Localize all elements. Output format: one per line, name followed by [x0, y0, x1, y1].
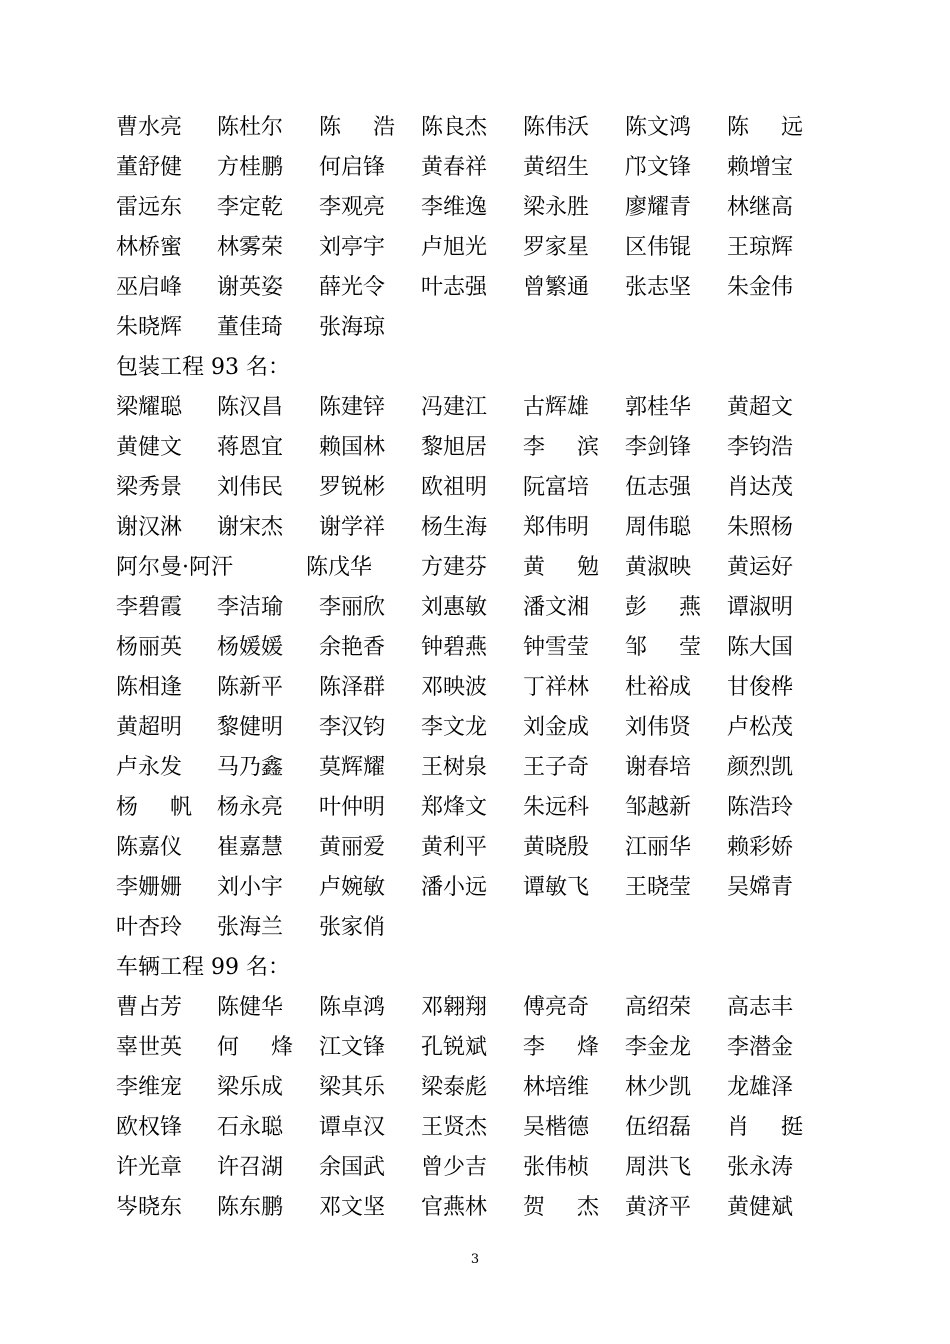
person-name: 潘文湘 — [523, 595, 590, 620]
person-name: 何启锋 — [319, 155, 386, 180]
person-name: 方桂鹏 — [217, 155, 284, 180]
person-name: 龙雄泽 — [727, 1075, 794, 1100]
person-name: 余国武 — [319, 1155, 386, 1180]
name-row — [0, 748, 950, 788]
person-name: 何 烽 — [217, 1035, 293, 1060]
person-name: 梁乐成 — [217, 1075, 284, 1100]
person-name: 周伟聪 — [625, 515, 692, 540]
person-name: 李丽欣 — [319, 595, 386, 620]
person-name: 林桥蜜 — [116, 235, 183, 260]
person-name: 阮富培 — [523, 475, 590, 500]
person-name: 李洁瑜 — [217, 595, 284, 620]
name-row — [0, 1028, 950, 1068]
name-row — [0, 1148, 950, 1188]
section-heading: 车辆工程 99 名： — [116, 955, 290, 980]
person-name: 辜世英 — [116, 1035, 183, 1060]
person-name: 杨丽英 — [116, 635, 183, 660]
person-name: 王晓莹 — [625, 875, 692, 900]
person-name: 黎旭居 — [421, 435, 488, 460]
name-row — [0, 508, 950, 548]
person-name: 黄利平 — [421, 835, 488, 860]
person-name: 董佳琦 — [217, 315, 284, 340]
section-heading: 包装工程 93 名： — [116, 355, 290, 380]
person-name: 卢永发 — [116, 755, 183, 780]
name-row — [0, 908, 950, 948]
name-row — [0, 708, 950, 748]
person-name: 李 滨 — [523, 435, 599, 460]
name-row — [0, 428, 950, 468]
person-name: 陈 远 — [727, 115, 803, 140]
person-name: 曾繁通 — [523, 275, 590, 300]
person-name: 陈嘉仪 — [116, 835, 183, 860]
name-row — [0, 228, 950, 268]
person-name: 郑伟明 — [523, 515, 590, 540]
person-name: 高绍荣 — [625, 995, 692, 1020]
person-name: 谢宋杰 — [217, 515, 284, 540]
person-name: 朱晓辉 — [116, 315, 183, 340]
person-name: 张海琼 — [319, 315, 386, 340]
person-name: 陈浩玲 — [727, 795, 794, 820]
person-name: 肖达茂 — [727, 475, 794, 500]
person-name: 甘俊桦 — [727, 675, 794, 700]
person-name: 余艳香 — [319, 635, 386, 660]
person-name: 黄 勉 — [523, 555, 599, 580]
person-name: 梁永胜 — [523, 195, 590, 220]
name-row — [0, 668, 950, 708]
person-name: 黄超明 — [116, 715, 183, 740]
person-name: 杨永亮 — [217, 795, 284, 820]
name-row — [0, 148, 950, 188]
name-row — [0, 268, 950, 308]
person-name: 钟碧燕 — [421, 635, 488, 660]
person-name: 陈相逢 — [116, 675, 183, 700]
person-name: 许光章 — [116, 1155, 183, 1180]
person-name: 潘小远 — [421, 875, 488, 900]
person-name: 董舒健 — [116, 155, 183, 180]
person-name: 石永聪 — [217, 1115, 284, 1140]
person-name: 张永涛 — [727, 1155, 794, 1180]
person-name: 张海兰 — [217, 915, 284, 940]
person-name: 李定乾 — [217, 195, 284, 220]
person-name: 傅亮奇 — [523, 995, 590, 1020]
person-name: 陈汉昌 — [217, 395, 284, 420]
person-name: 吴楷德 — [523, 1115, 590, 1140]
person-name: 林继高 — [727, 195, 794, 220]
person-name: 张家俏 — [319, 915, 386, 940]
person-name: 莫辉耀 — [319, 755, 386, 780]
person-name: 李潜金 — [727, 1035, 794, 1060]
person-name: 巫启峰 — [116, 275, 183, 300]
person-name: 许召湖 — [217, 1155, 284, 1180]
person-name: 冯建江 — [421, 395, 488, 420]
person-name: 区伟锟 — [625, 235, 692, 260]
name-row — [0, 828, 950, 868]
person-name: 岑晓东 — [116, 1195, 183, 1220]
person-name: 谭卓汉 — [319, 1115, 386, 1140]
person-name: 黄晓殷 — [523, 835, 590, 860]
person-name: 江文锋 — [319, 1035, 386, 1060]
person-name: 朱远科 — [523, 795, 590, 820]
person-name: 王贤杰 — [421, 1115, 488, 1140]
page-number: 3 — [470, 1252, 480, 1267]
name-row — [0, 628, 950, 668]
person-name: 贺 杰 — [523, 1195, 599, 1220]
person-name: 李文龙 — [421, 715, 488, 740]
person-name: 欧祖明 — [421, 475, 488, 500]
person-name: 罗家星 — [523, 235, 590, 260]
person-name: 曾少吉 — [421, 1155, 488, 1180]
person-name: 谢英姿 — [217, 275, 284, 300]
section-heading-row — [0, 948, 950, 988]
person-name: 陈大国 — [727, 635, 794, 660]
person-name: 张伟桢 — [523, 1155, 590, 1180]
person-name: 曹占芳 — [116, 995, 183, 1020]
person-name: 梁秀景 — [116, 475, 183, 500]
person-name: 黄健斌 — [727, 1195, 794, 1220]
person-name: 钟雪莹 — [523, 635, 590, 660]
person-name: 邓翱翔 — [421, 995, 488, 1020]
person-name: 谢学祥 — [319, 515, 386, 540]
person-name: 谭敏飞 — [523, 875, 590, 900]
person-name: 雷远东 — [116, 195, 183, 220]
name-row — [0, 788, 950, 828]
person-name: 邝文锋 — [625, 155, 692, 180]
person-name: 邓映波 — [421, 675, 488, 700]
person-name: 刘伟贤 — [625, 715, 692, 740]
person-name: 陈 浩 — [319, 115, 395, 140]
person-name: 谭淑明 — [727, 595, 794, 620]
person-name: 叶杏玲 — [116, 915, 183, 940]
person-name: 古辉雄 — [523, 395, 590, 420]
person-name: 李维逸 — [421, 195, 488, 220]
person-name: 李 烽 — [523, 1035, 599, 1060]
person-name: 方建芬 — [421, 555, 488, 580]
person-name: 罗锐彬 — [319, 475, 386, 500]
person-name: 刘金成 — [523, 715, 590, 740]
name-row — [0, 548, 950, 588]
person-name: 卢旭光 — [421, 235, 488, 260]
person-name: 谢春培 — [625, 755, 692, 780]
section-heading-row — [0, 348, 950, 388]
person-name: 郭桂华 — [625, 395, 692, 420]
person-name: 黄绍生 — [523, 155, 590, 180]
person-name: 李观亮 — [319, 195, 386, 220]
person-name: 刘亭宇 — [319, 235, 386, 260]
person-name: 陈泽群 — [319, 675, 386, 700]
person-name: 肖 挺 — [727, 1115, 803, 1140]
person-name: 阿尔曼·阿汗 — [116, 555, 233, 580]
person-name: 杨 帆 — [116, 795, 192, 820]
person-name: 李碧霞 — [116, 595, 183, 620]
person-name: 黄健文 — [116, 435, 183, 460]
person-name: 马乃鑫 — [217, 755, 284, 780]
person-name: 周洪飞 — [625, 1155, 692, 1180]
person-name: 江丽华 — [625, 835, 692, 860]
person-name: 陈卓鸿 — [319, 995, 386, 1020]
person-name: 陈建锌 — [319, 395, 386, 420]
person-name: 欧权锋 — [116, 1115, 183, 1140]
person-name: 邓文坚 — [319, 1195, 386, 1220]
person-name: 刘小宇 — [217, 875, 284, 900]
person-name: 李维宠 — [116, 1075, 183, 1100]
person-name: 邹越新 — [625, 795, 692, 820]
person-name: 卢松茂 — [727, 715, 794, 740]
person-name: 邹 莹 — [625, 635, 701, 660]
person-name: 陈伟沃 — [523, 115, 590, 140]
name-row — [0, 188, 950, 228]
person-name: 黄淑映 — [625, 555, 692, 580]
person-name: 叶仲明 — [319, 795, 386, 820]
person-name: 刘伟民 — [217, 475, 284, 500]
name-row — [0, 988, 950, 1028]
person-name: 黄运好 — [727, 555, 794, 580]
person-name: 颜烈凯 — [727, 755, 794, 780]
person-name: 朱金伟 — [727, 275, 794, 300]
person-name: 王琼辉 — [727, 235, 794, 260]
person-name: 曹水亮 — [116, 115, 183, 140]
person-name: 杨生海 — [421, 515, 488, 540]
person-name: 李钧浩 — [727, 435, 794, 460]
person-name: 黄济平 — [625, 1195, 692, 1220]
person-name: 郑烽文 — [421, 795, 488, 820]
person-name: 陈健华 — [217, 995, 284, 1020]
person-name: 高志丰 — [727, 995, 794, 1020]
person-name: 林培维 — [523, 1075, 590, 1100]
person-name: 黄超文 — [727, 395, 794, 420]
person-name: 李姗姗 — [116, 875, 183, 900]
person-name: 伍志强 — [625, 475, 692, 500]
person-name: 梁泰彪 — [421, 1075, 488, 1100]
person-name: 张志坚 — [625, 275, 692, 300]
person-name: 李剑锋 — [625, 435, 692, 460]
person-name: 吴嫦青 — [727, 875, 794, 900]
person-name: 陈东鹏 — [217, 1195, 284, 1220]
person-name: 彭 燕 — [625, 595, 701, 620]
person-name: 林少凯 — [625, 1075, 692, 1100]
name-row — [0, 308, 950, 348]
name-row — [0, 468, 950, 508]
person-name: 赖国林 — [319, 435, 386, 460]
person-name: 梁耀聪 — [116, 395, 183, 420]
person-name: 杜裕成 — [625, 675, 692, 700]
name-row — [0, 1068, 950, 1108]
person-name: 黎健明 — [217, 715, 284, 740]
person-name: 伍绍磊 — [625, 1115, 692, 1140]
person-name: 蒋恩宜 — [217, 435, 284, 460]
name-list-page — [0, 108, 950, 1228]
person-name: 王子奇 — [523, 755, 590, 780]
name-row — [0, 868, 950, 908]
person-name: 谢汉淋 — [116, 515, 183, 540]
person-name: 李金龙 — [625, 1035, 692, 1060]
person-name: 丁祥林 — [523, 675, 590, 700]
person-name: 梁其乐 — [319, 1075, 386, 1100]
person-name: 李汉钧 — [319, 715, 386, 740]
person-name: 陈新平 — [217, 675, 284, 700]
person-name: 朱照杨 — [727, 515, 794, 540]
person-name: 刘惠敏 — [421, 595, 488, 620]
person-name: 官燕林 — [421, 1195, 488, 1220]
person-name: 黄丽爱 — [319, 835, 386, 860]
name-row — [0, 108, 950, 148]
name-row — [0, 388, 950, 428]
person-name: 陈戊华 — [306, 555, 373, 580]
person-name: 廖耀青 — [625, 195, 692, 220]
person-name: 崔嘉慧 — [217, 835, 284, 860]
person-name: 陈文鸿 — [625, 115, 692, 140]
person-name: 王树泉 — [421, 755, 488, 780]
person-name: 林雾荣 — [217, 235, 284, 260]
name-row — [0, 588, 950, 628]
person-name: 叶志强 — [421, 275, 488, 300]
person-name: 陈杜尔 — [217, 115, 284, 140]
name-row — [0, 1188, 950, 1228]
person-name: 薛光令 — [319, 275, 386, 300]
person-name: 杨媛媛 — [217, 635, 284, 660]
person-name: 黄春祥 — [421, 155, 488, 180]
person-name: 赖彩娇 — [727, 835, 794, 860]
person-name: 赖增宝 — [727, 155, 794, 180]
person-name: 孔锐斌 — [421, 1035, 488, 1060]
name-row — [0, 1108, 950, 1148]
person-name: 陈良杰 — [421, 115, 488, 140]
person-name: 卢婉敏 — [319, 875, 386, 900]
